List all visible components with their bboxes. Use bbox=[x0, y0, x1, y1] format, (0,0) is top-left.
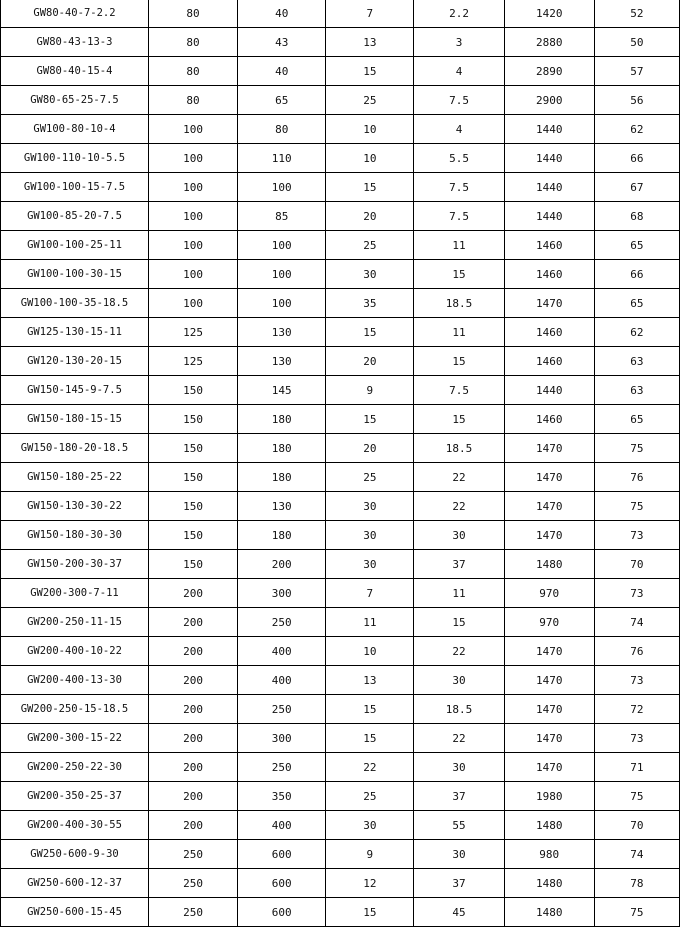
head-cell: 10 bbox=[326, 637, 414, 666]
power-cell: 18.5 bbox=[414, 434, 504, 463]
head-cell: 9 bbox=[326, 376, 414, 405]
inlet-diameter-cell: 250 bbox=[148, 869, 237, 898]
speed-cell: 970 bbox=[504, 579, 594, 608]
model-cell: GW150-180-15-15 bbox=[1, 405, 149, 434]
flow-cell: 145 bbox=[238, 376, 326, 405]
inlet-diameter-cell: 80 bbox=[148, 28, 237, 57]
power-cell: 7.5 bbox=[414, 86, 504, 115]
power-cell: 15 bbox=[414, 405, 504, 434]
speed-cell: 1440 bbox=[504, 115, 594, 144]
model-cell: GW100-110-10-5.5 bbox=[1, 144, 149, 173]
inlet-diameter-cell: 150 bbox=[148, 492, 237, 521]
table-row bbox=[1, 608, 680, 637]
head-cell: 35 bbox=[326, 289, 414, 318]
inlet-diameter-cell: 250 bbox=[148, 898, 237, 927]
table-row bbox=[1, 434, 680, 463]
speed-cell: 1440 bbox=[504, 376, 594, 405]
flow-cell: 180 bbox=[238, 434, 326, 463]
efficiency-cell: 68 bbox=[594, 202, 679, 231]
model-cell: GW100-100-35-18.5 bbox=[1, 289, 149, 318]
efficiency-cell: 63 bbox=[594, 347, 679, 376]
head-cell: 30 bbox=[326, 260, 414, 289]
efficiency-cell: 52 bbox=[594, 0, 679, 28]
inlet-diameter-cell: 200 bbox=[148, 724, 237, 753]
speed-cell: 1470 bbox=[504, 289, 594, 318]
head-cell: 30 bbox=[326, 521, 414, 550]
inlet-diameter-cell: 100 bbox=[148, 231, 237, 260]
model-cell: GW100-85-20-7.5 bbox=[1, 202, 149, 231]
flow-cell: 130 bbox=[238, 492, 326, 521]
model-cell: GW150-130-30-22 bbox=[1, 492, 149, 521]
speed-cell: 2900 bbox=[504, 86, 594, 115]
model-cell: GW200-400-30-55 bbox=[1, 811, 149, 840]
efficiency-cell: 76 bbox=[594, 637, 679, 666]
efficiency-cell: 73 bbox=[594, 579, 679, 608]
model-cell: GW100-80-10-4 bbox=[1, 115, 149, 144]
model-cell: GW250-600-9-30 bbox=[1, 840, 149, 869]
table-row bbox=[1, 57, 680, 86]
inlet-diameter-cell: 200 bbox=[148, 782, 237, 811]
table-row bbox=[1, 463, 680, 492]
flow-cell: 200 bbox=[238, 550, 326, 579]
head-cell: 7 bbox=[326, 579, 414, 608]
head-cell: 15 bbox=[326, 405, 414, 434]
table-row bbox=[1, 753, 680, 782]
efficiency-cell: 62 bbox=[594, 318, 679, 347]
efficiency-cell: 73 bbox=[594, 724, 679, 753]
flow-cell: 130 bbox=[238, 318, 326, 347]
flow-cell: 40 bbox=[238, 0, 326, 28]
table-row bbox=[1, 144, 680, 173]
inlet-diameter-cell: 150 bbox=[148, 434, 237, 463]
model-cell: GW100-100-30-15 bbox=[1, 260, 149, 289]
model-cell: GW150-145-9-7.5 bbox=[1, 376, 149, 405]
head-cell: 30 bbox=[326, 550, 414, 579]
power-cell: 4 bbox=[414, 115, 504, 144]
flow-cell: 100 bbox=[238, 231, 326, 260]
flow-cell: 85 bbox=[238, 202, 326, 231]
efficiency-cell: 66 bbox=[594, 260, 679, 289]
power-cell: 7.5 bbox=[414, 173, 504, 202]
head-cell: 20 bbox=[326, 202, 414, 231]
head-cell: 15 bbox=[326, 57, 414, 86]
efficiency-cell: 65 bbox=[594, 289, 679, 318]
table-row bbox=[1, 724, 680, 753]
flow-cell: 130 bbox=[238, 347, 326, 376]
efficiency-cell: 50 bbox=[594, 28, 679, 57]
speed-cell: 1480 bbox=[504, 550, 594, 579]
efficiency-cell: 56 bbox=[594, 86, 679, 115]
efficiency-cell: 73 bbox=[594, 666, 679, 695]
flow-cell: 350 bbox=[238, 782, 326, 811]
flow-cell: 43 bbox=[238, 28, 326, 57]
inlet-diameter-cell: 100 bbox=[148, 115, 237, 144]
speed-cell: 1440 bbox=[504, 144, 594, 173]
flow-cell: 180 bbox=[238, 521, 326, 550]
model-cell: GW150-180-20-18.5 bbox=[1, 434, 149, 463]
table-row bbox=[1, 782, 680, 811]
efficiency-cell: 74 bbox=[594, 608, 679, 637]
power-cell: 45 bbox=[414, 898, 504, 927]
efficiency-cell: 76 bbox=[594, 463, 679, 492]
efficiency-cell: 75 bbox=[594, 782, 679, 811]
speed-cell: 980 bbox=[504, 840, 594, 869]
speed-cell: 1420 bbox=[504, 0, 594, 28]
power-cell: 22 bbox=[414, 724, 504, 753]
speed-cell: 970 bbox=[504, 608, 594, 637]
head-cell: 30 bbox=[326, 811, 414, 840]
efficiency-cell: 75 bbox=[594, 898, 679, 927]
power-cell: 11 bbox=[414, 318, 504, 347]
power-cell: 18.5 bbox=[414, 695, 504, 724]
flow-cell: 100 bbox=[238, 173, 326, 202]
table-row bbox=[1, 579, 680, 608]
speed-cell: 1470 bbox=[504, 637, 594, 666]
flow-cell: 600 bbox=[238, 869, 326, 898]
head-cell: 10 bbox=[326, 115, 414, 144]
model-cell: GW250-600-15-45 bbox=[1, 898, 149, 927]
table-row bbox=[1, 492, 680, 521]
table-row bbox=[1, 318, 680, 347]
speed-cell: 1470 bbox=[504, 753, 594, 782]
model-cell: GW200-300-7-11 bbox=[1, 579, 149, 608]
inlet-diameter-cell: 250 bbox=[148, 840, 237, 869]
head-cell: 20 bbox=[326, 347, 414, 376]
head-cell: 10 bbox=[326, 144, 414, 173]
flow-cell: 600 bbox=[238, 840, 326, 869]
speed-cell: 1460 bbox=[504, 347, 594, 376]
table-row bbox=[1, 550, 680, 579]
speed-cell: 1460 bbox=[504, 405, 594, 434]
model-cell: GW250-600-12-37 bbox=[1, 869, 149, 898]
model-cell: GW150-180-30-30 bbox=[1, 521, 149, 550]
inlet-diameter-cell: 150 bbox=[148, 550, 237, 579]
head-cell: 15 bbox=[326, 695, 414, 724]
efficiency-cell: 75 bbox=[594, 434, 679, 463]
efficiency-cell: 65 bbox=[594, 231, 679, 260]
head-cell: 25 bbox=[326, 86, 414, 115]
inlet-diameter-cell: 125 bbox=[148, 347, 237, 376]
speed-cell: 1440 bbox=[504, 202, 594, 231]
flow-cell: 110 bbox=[238, 144, 326, 173]
table-body bbox=[1, 0, 680, 927]
speed-cell: 1470 bbox=[504, 695, 594, 724]
model-cell: GW100-100-25-11 bbox=[1, 231, 149, 260]
efficiency-cell: 63 bbox=[594, 376, 679, 405]
power-cell: 55 bbox=[414, 811, 504, 840]
head-cell: 15 bbox=[326, 724, 414, 753]
flow-cell: 40 bbox=[238, 57, 326, 86]
power-cell: 7.5 bbox=[414, 202, 504, 231]
power-cell: 37 bbox=[414, 782, 504, 811]
table-row bbox=[1, 405, 680, 434]
model-cell: GW80-40-7-2.2 bbox=[1, 0, 149, 28]
inlet-diameter-cell: 150 bbox=[148, 376, 237, 405]
efficiency-cell: 67 bbox=[594, 173, 679, 202]
flow-cell: 400 bbox=[238, 811, 326, 840]
table-row bbox=[1, 28, 680, 57]
power-cell: 22 bbox=[414, 492, 504, 521]
table-row bbox=[1, 695, 680, 724]
flow-cell: 180 bbox=[238, 463, 326, 492]
model-cell: GW200-250-22-30 bbox=[1, 753, 149, 782]
flow-cell: 250 bbox=[238, 695, 326, 724]
head-cell: 9 bbox=[326, 840, 414, 869]
efficiency-cell: 65 bbox=[594, 405, 679, 434]
flow-cell: 400 bbox=[238, 637, 326, 666]
inlet-diameter-cell: 80 bbox=[148, 0, 237, 28]
head-cell: 11 bbox=[326, 608, 414, 637]
power-cell: 22 bbox=[414, 637, 504, 666]
power-cell: 3 bbox=[414, 28, 504, 57]
speed-cell: 1460 bbox=[504, 260, 594, 289]
efficiency-cell: 78 bbox=[594, 869, 679, 898]
inlet-diameter-cell: 150 bbox=[148, 463, 237, 492]
table-row bbox=[1, 231, 680, 260]
head-cell: 25 bbox=[326, 231, 414, 260]
flow-cell: 600 bbox=[238, 898, 326, 927]
power-cell: 7.5 bbox=[414, 376, 504, 405]
speed-cell: 1470 bbox=[504, 724, 594, 753]
efficiency-cell: 62 bbox=[594, 115, 679, 144]
model-cell: GW125-130-15-11 bbox=[1, 318, 149, 347]
power-cell: 37 bbox=[414, 869, 504, 898]
model-cell: GW100-100-15-7.5 bbox=[1, 173, 149, 202]
inlet-diameter-cell: 150 bbox=[148, 405, 237, 434]
model-cell: GW200-400-13-30 bbox=[1, 666, 149, 695]
inlet-diameter-cell: 200 bbox=[148, 695, 237, 724]
efficiency-cell: 73 bbox=[594, 521, 679, 550]
model-cell: GW200-400-10-22 bbox=[1, 637, 149, 666]
speed-cell: 1460 bbox=[504, 231, 594, 260]
power-cell: 2.2 bbox=[414, 0, 504, 28]
efficiency-cell: 75 bbox=[594, 492, 679, 521]
flow-cell: 100 bbox=[238, 289, 326, 318]
inlet-diameter-cell: 200 bbox=[148, 811, 237, 840]
table-row bbox=[1, 202, 680, 231]
table-row bbox=[1, 86, 680, 115]
model-cell: GW200-300-15-22 bbox=[1, 724, 149, 753]
inlet-diameter-cell: 100 bbox=[148, 173, 237, 202]
speed-cell: 1470 bbox=[504, 666, 594, 695]
table-row bbox=[1, 0, 680, 28]
speed-cell: 2890 bbox=[504, 57, 594, 86]
efficiency-cell: 70 bbox=[594, 811, 679, 840]
model-cell: GW120-130-20-15 bbox=[1, 347, 149, 376]
efficiency-cell: 70 bbox=[594, 550, 679, 579]
power-cell: 15 bbox=[414, 260, 504, 289]
model-cell: GW200-250-11-15 bbox=[1, 608, 149, 637]
power-cell: 11 bbox=[414, 231, 504, 260]
speed-cell: 1460 bbox=[504, 318, 594, 347]
power-cell: 30 bbox=[414, 753, 504, 782]
efficiency-cell: 74 bbox=[594, 840, 679, 869]
power-cell: 30 bbox=[414, 840, 504, 869]
table-row bbox=[1, 260, 680, 289]
power-cell: 30 bbox=[414, 521, 504, 550]
flow-cell: 400 bbox=[238, 666, 326, 695]
table-row bbox=[1, 173, 680, 202]
head-cell: 12 bbox=[326, 869, 414, 898]
model-cell: GW200-350-25-37 bbox=[1, 782, 149, 811]
table-row bbox=[1, 115, 680, 144]
speed-cell: 1480 bbox=[504, 898, 594, 927]
power-cell: 22 bbox=[414, 463, 504, 492]
head-cell: 15 bbox=[326, 173, 414, 202]
table-row bbox=[1, 898, 680, 927]
flow-cell: 250 bbox=[238, 608, 326, 637]
flow-cell: 250 bbox=[238, 753, 326, 782]
inlet-diameter-cell: 200 bbox=[148, 637, 237, 666]
model-cell: GW80-43-13-3 bbox=[1, 28, 149, 57]
head-cell: 15 bbox=[326, 898, 414, 927]
inlet-diameter-cell: 200 bbox=[148, 579, 237, 608]
speed-cell: 1470 bbox=[504, 492, 594, 521]
speed-cell: 1470 bbox=[504, 463, 594, 492]
flow-cell: 65 bbox=[238, 86, 326, 115]
power-cell: 11 bbox=[414, 579, 504, 608]
inlet-diameter-cell: 125 bbox=[148, 318, 237, 347]
head-cell: 7 bbox=[326, 0, 414, 28]
efficiency-cell: 71 bbox=[594, 753, 679, 782]
speed-cell: 1470 bbox=[504, 434, 594, 463]
flow-cell: 300 bbox=[238, 579, 326, 608]
head-cell: 25 bbox=[326, 782, 414, 811]
table-row bbox=[1, 347, 680, 376]
model-cell: GW200-250-15-18.5 bbox=[1, 695, 149, 724]
table-row bbox=[1, 840, 680, 869]
power-cell: 15 bbox=[414, 347, 504, 376]
model-cell: GW80-40-15-4 bbox=[1, 57, 149, 86]
head-cell: 13 bbox=[326, 666, 414, 695]
model-cell: GW150-200-30-37 bbox=[1, 550, 149, 579]
inlet-diameter-cell: 100 bbox=[148, 144, 237, 173]
efficiency-cell: 57 bbox=[594, 57, 679, 86]
head-cell: 15 bbox=[326, 318, 414, 347]
power-cell: 15 bbox=[414, 608, 504, 637]
inlet-diameter-cell: 200 bbox=[148, 666, 237, 695]
speed-cell: 1480 bbox=[504, 869, 594, 898]
table-row bbox=[1, 289, 680, 318]
inlet-diameter-cell: 200 bbox=[148, 608, 237, 637]
head-cell: 22 bbox=[326, 753, 414, 782]
inlet-diameter-cell: 100 bbox=[148, 260, 237, 289]
table-row bbox=[1, 521, 680, 550]
flow-cell: 100 bbox=[238, 260, 326, 289]
table-row bbox=[1, 869, 680, 898]
table-row bbox=[1, 376, 680, 405]
table-row bbox=[1, 666, 680, 695]
table-row bbox=[1, 811, 680, 840]
power-cell: 37 bbox=[414, 550, 504, 579]
head-cell: 25 bbox=[326, 463, 414, 492]
power-cell: 5.5 bbox=[414, 144, 504, 173]
model-cell: GW80-65-25-7.5 bbox=[1, 86, 149, 115]
speed-cell: 1470 bbox=[504, 521, 594, 550]
head-cell: 13 bbox=[326, 28, 414, 57]
power-cell: 4 bbox=[414, 57, 504, 86]
efficiency-cell: 72 bbox=[594, 695, 679, 724]
speed-cell: 1440 bbox=[504, 173, 594, 202]
head-cell: 20 bbox=[326, 434, 414, 463]
inlet-diameter-cell: 80 bbox=[148, 86, 237, 115]
inlet-diameter-cell: 100 bbox=[148, 202, 237, 231]
speed-cell: 1480 bbox=[504, 811, 594, 840]
efficiency-cell: 66 bbox=[594, 144, 679, 173]
flow-cell: 300 bbox=[238, 724, 326, 753]
speed-cell: 2880 bbox=[504, 28, 594, 57]
power-cell: 18.5 bbox=[414, 289, 504, 318]
inlet-diameter-cell: 150 bbox=[148, 521, 237, 550]
power-cell: 30 bbox=[414, 666, 504, 695]
model-cell: GW150-180-25-22 bbox=[1, 463, 149, 492]
inlet-diameter-cell: 80 bbox=[148, 57, 237, 86]
inlet-diameter-cell: 100 bbox=[148, 289, 237, 318]
flow-cell: 180 bbox=[238, 405, 326, 434]
flow-cell: 80 bbox=[238, 115, 326, 144]
speed-cell: 1980 bbox=[504, 782, 594, 811]
table-row bbox=[1, 637, 680, 666]
head-cell: 30 bbox=[326, 492, 414, 521]
inlet-diameter-cell: 200 bbox=[148, 753, 237, 782]
